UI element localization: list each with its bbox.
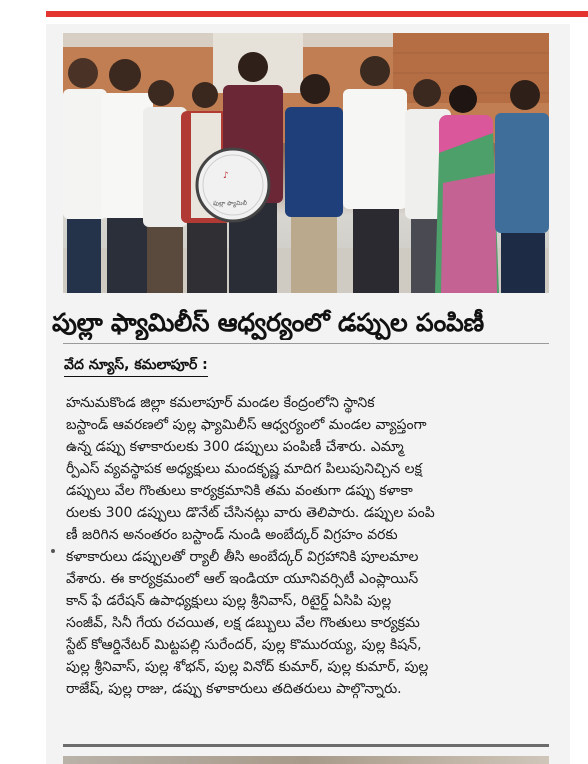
svg-text:♪: ♪ <box>223 171 229 181</box>
headline-divider <box>63 343 549 344</box>
body-line: సంజీవ్, సినీ గేయ రచయిత, లక్ష డబ్బులు వేల గొంతులు కార్యక్రమ <box>66 615 420 631</box>
body-line: వేశారు. ఈ కార్యక్రమంలో ఆల్ ఇండియా యూనివర్సిటీ ఎంప్లాయిస్ <box>66 571 419 587</box>
group-photo-illustration <box>63 33 549 293</box>
body-line: రులకు 300 డప్పులు డొనేట్ చేసినట్లు వారు తెలిపారు. డప్పుల పంపి <box>66 505 435 521</box>
body-line: కళాకారులు డప్పులతో ర్యాలీ తీసి అంబేద్కర్ విగ్రహానికి పూలమాల <box>66 549 419 565</box>
article-body <box>66 392 550 700</box>
article-byline: వేద న్యూస్, కమలాపూర్ : <box>64 355 208 377</box>
paragraph-marker <box>51 549 55 553</box>
body-line: కాన్ ఫే డరేషన్ ఉపాధ్యక్షులు పుల్ల శ్రీనివాస్, రిటైర్డ్ ఏసిపి పుల్ల <box>66 593 392 609</box>
body-line: డప్పులు వేల గొంతులు కార్యక్రమానికి తమ వంతుగా డప్పు కళాకా <box>66 483 413 499</box>
top-accent-bar <box>46 11 588 17</box>
article-headline: పుల్లా ఫ్యామిలీస్ ఆధ్వర్యంలో డప్పుల పంపిణీ <box>52 308 484 337</box>
body-line: స్టేట్ కోఆర్డినేటర్ మిట్టపల్లి సురేందర్, పుల్ల కొమురయ్య, పుల్ల కిషన్, <box>66 637 422 653</box>
article-photo <box>63 33 549 293</box>
article-end-divider <box>63 744 549 747</box>
body-line: హనుమకొండ జిల్లా కమలాపూర్ మండల కేంద్రంలోని స్థానిక <box>66 395 375 411</box>
body-line: ణీ జరిగిన అనంతరం బస్టాండ్ నుండి అంబేద్కర్ విగ్రహం వరకు <box>66 527 398 543</box>
drum-label: ఫుల్లా ఫ్యామిలీ <box>213 200 247 207</box>
body-line: రాజేష్, పుల్ల రాజు, డప్పు కళాకారులు తదితరులు పాల్గొన్నారు. <box>66 681 402 697</box>
body-line: ఉన్న డప్పు కళాకారులకు 300 డప్పులు పంపిణీ చేశారు. ఎమ్మా <box>66 439 404 455</box>
body-line: ర్పీఎస్ వ్యవస్థాపక అధ్యక్షులు మందకృష్ణ మాదిగ పిలుపునిచ్చిన లక్ష <box>66 461 422 477</box>
body-line: పుల్ల శ్రీనివాస్, పుల్ల శోభన్, పుల్ల వినోద్ కుమార్, పుల్ల కుమార్, పుల్ల <box>66 659 429 675</box>
body-line: బస్టాండ్ ఆవరణలో పుల్ల ఫ్యామిలీస్ ఆధ్వర్యంలో మండల వ్యాప్తంగా <box>66 417 427 433</box>
next-article-photo <box>63 756 549 764</box>
